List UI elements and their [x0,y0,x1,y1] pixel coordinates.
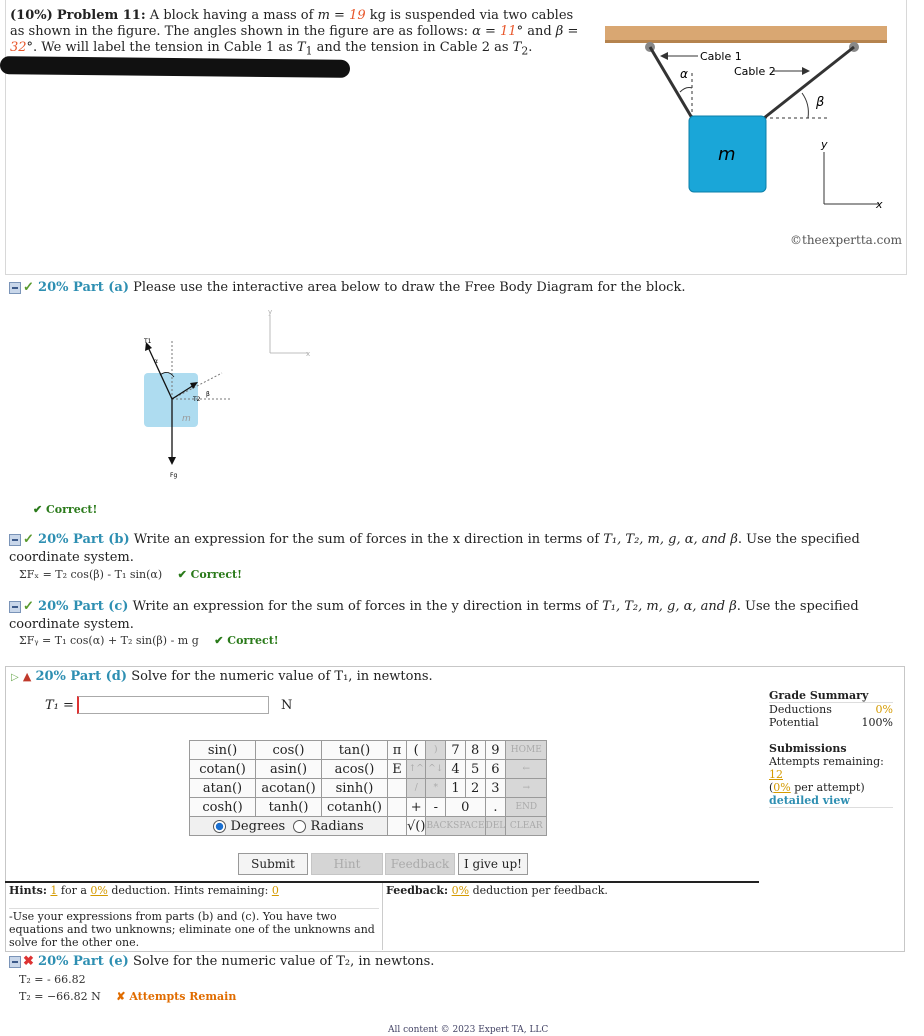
part-e-text: Solve for the numeric value of T₂, in newtons. [132,954,435,969]
svg-text:Fg: Fg [170,472,178,479]
svg-text:T1: T1 [144,338,152,345]
cable-1-label: Cable 1 [700,50,742,63]
calc-1[interactable]: 1 [446,779,466,798]
calc-del[interactable]: DEL [485,817,506,836]
part-d-header [11,669,433,684]
cable1-arrow [660,52,668,60]
fbd-canvas[interactable] [130,305,330,485]
part-e-weight: 20% Part (e) [38,954,129,969]
calc-left-arrow[interactable]: ← [506,760,547,779]
alpha-label: α [680,67,688,81]
svg-text:x: x [876,198,883,211]
calc-plus[interactable]: + [407,798,426,817]
calc-pi[interactable]: π [388,741,407,760]
calc-acos[interactable]: acos() [322,760,388,779]
beta-arc [802,93,808,118]
warning-icon: ▲ [22,670,32,683]
cable-2-line [764,47,854,118]
collapse-icon[interactable] [9,601,21,613]
cable2-arrow [802,67,810,75]
calc-rparen[interactable]: ) [426,741,446,760]
calc-blank [388,798,407,817]
problem-figure [600,20,900,220]
calc-blank [388,817,407,836]
angle-mode-group [190,817,388,836]
calc-acotan[interactable]: acotan() [256,779,322,798]
calc-blank [388,779,407,798]
feedback-summary: Feedback: 0% deduction per feedback. [386,884,608,897]
unit-label: N [281,698,293,713]
calc-dot[interactable]: . [485,798,506,817]
part-b-status: ✔ Correct! [177,568,242,581]
alpha-value: 11 [500,24,517,39]
part-e-header [9,954,434,969]
mass-value: 19 [349,8,366,23]
part-e-raw-answer: T₂ = - 66.82 [19,973,86,986]
calc-cos[interactable]: cos() [256,741,322,760]
beta-value: 32 [10,40,27,55]
calc-asin[interactable]: asin() [256,760,322,779]
part-c-weight: 20% Part (c) [38,599,129,614]
hints-summary: Hints: 1 for a 0% deduction. Hints remaining: 0 [9,884,279,897]
hint-text: -Use your expressions from parts (b) and (c). You have two equations and two unknowns; eliminate one of the unknowns and solve for the other one. [9,908,379,949]
calc-clear[interactable]: CLEAR [506,817,547,836]
problem-weight: (10%) [10,8,53,23]
check-icon: ✓ [23,532,34,547]
x-icon: ✖ [23,954,34,969]
svg-text:T2: T2 [193,396,201,403]
part-a-text: Please use the interactive area below to draw the Free Body Diagram for the block. [133,280,686,295]
part-d-text: Solve for the numeric value of T₁, in newtons. [131,669,433,684]
part-a-header [9,280,685,295]
collapse-icon[interactable] [9,282,21,294]
calc-backspace[interactable]: BACKSPACE [426,817,485,836]
grade-summary: Grade Summary Deductions 0% Potential 100% [769,689,893,729]
answer-input[interactable] [77,696,269,714]
part-d-weight: 20% Part (d) [35,669,128,684]
calc-div[interactable]: / [407,779,426,798]
calc-atan[interactable]: atan() [190,779,256,798]
svg-text:x: x [306,350,311,358]
part-e-status: ✘ Attempts Remain [116,990,237,1003]
redaction-scribble [0,56,350,78]
part-c-header: ✓ 20% Part (c) Write an expression for the sum of forces in the y direction in terms of T₁, T₂, m, g, α, and β. Use the specified coordinate system. [9,599,859,632]
calc-0[interactable]: 0 [446,798,485,817]
radians-label: Radians [310,818,364,834]
part-c-formula: ΣFᵧ = T₁ cos(α) + T₂ sin(β) - m g ✔ Correct! [19,634,279,647]
svg-text:β: β [206,391,210,398]
problem-title: Problem 11: [56,8,146,23]
calc-home[interactable]: HOME [506,741,547,760]
beta-label: β [816,95,825,110]
check-icon: ✓ [23,280,34,295]
detailed-view-link[interactable]: detailed view [769,794,850,807]
part-b-weight: 20% Part (b) [38,532,130,547]
part-e-answer: T₂ = −66.82 N ✘ Attempts Remain [19,990,237,1003]
cable-2-label: Cable 2 [734,65,776,78]
calc-mul[interactable]: * [426,779,446,798]
calc-4[interactable]: 4 [446,760,466,779]
part-a-status: ✔ Correct! [33,503,98,516]
feedback-button[interactable]: Feedback [385,853,455,875]
svg-text:y: y [268,308,273,316]
part-b-header: ✓ 20% Part (b) Write an expression for the sum of forces in the x direction in terms of T₁, T₂, m, g, α, and β. Use the specified coordinate system. [9,532,860,565]
calc-8[interactable]: 8 [465,741,485,760]
calc-sqrt[interactable]: √() [407,818,426,834]
ceiling-beam [605,26,887,42]
calc-cosh[interactable]: cosh() [190,798,256,817]
calc-e[interactable]: E [388,760,407,779]
alpha-arc [680,88,692,93]
problem-statement: (10%) Problem 11: A block having a mass of m = 19 kg is suspended via two cables as shown in the figure. The angles shown in the figure are as follows: α = 11° and β = 32°. We will label the tension in Cable 1 as $T_1$ and the tension in Cable 2 as $T_2$. [10,8,579,58]
submissions-summary: Submissions Attempts remaining: 12 (0% per attempt) detailed view [769,742,893,808]
calc-upd[interactable]: ^↓ [426,760,446,779]
calc-7[interactable]: 7 [446,741,466,760]
svg-text:y: y [821,138,828,151]
expand-icon[interactable]: ▷ [11,672,19,683]
block-m-label: m [718,144,736,165]
part-a-weight: 20% Part (a) [38,280,129,295]
submit-button[interactable]: Submit [238,853,308,875]
calc-sin[interactable]: sin() [190,741,256,760]
calc-right-arrow[interactable]: → [506,779,547,798]
cable-1-line [650,47,692,118]
credit-text: ©theexpertta.com [790,233,902,247]
calc-3[interactable]: 3 [485,779,506,798]
calculator-keypad [189,740,547,836]
calc-lparen[interactable]: ( [407,741,426,760]
hint-button[interactable]: Hint [311,853,383,875]
calc-tan[interactable]: tan() [322,741,388,760]
calc-sinh[interactable]: sinh() [322,779,388,798]
calc-cotan[interactable]: cotan() [190,760,256,779]
svg-text:α: α [154,358,158,365]
part-c-status: ✔ Correct! [214,634,279,647]
degrees-label: Degrees [230,818,286,834]
collapse-icon[interactable] [9,534,21,546]
radians-radio[interactable] [293,820,306,833]
svg-text:m: m [182,414,191,424]
check-icon: ✓ [23,599,34,614]
give-up-button[interactable]: I give up! [458,853,528,875]
calc-5[interactable]: 5 [465,760,485,779]
collapse-icon[interactable] [9,956,21,968]
calc-6[interactable]: 6 [485,760,506,779]
calc-end[interactable]: END [506,798,547,817]
calc-cotanh[interactable]: cotanh() [322,798,388,817]
calc-2[interactable]: 2 [465,779,485,798]
part-b-formula: ΣFₓ = T₂ cos(β) - T₁ sin(α) ✔ Correct! [19,568,242,581]
calc-up[interactable]: ↑^ [407,760,426,779]
answer-label: T₁ = [45,698,74,713]
degrees-radio[interactable] [213,820,226,833]
footer-copyright: All content © 2023 Expert TA, LLC [388,1025,549,1035]
calc-minus[interactable]: - [426,798,446,817]
calc-tanh[interactable]: tanh() [256,798,322,817]
calc-9[interactable]: 9 [485,741,506,760]
